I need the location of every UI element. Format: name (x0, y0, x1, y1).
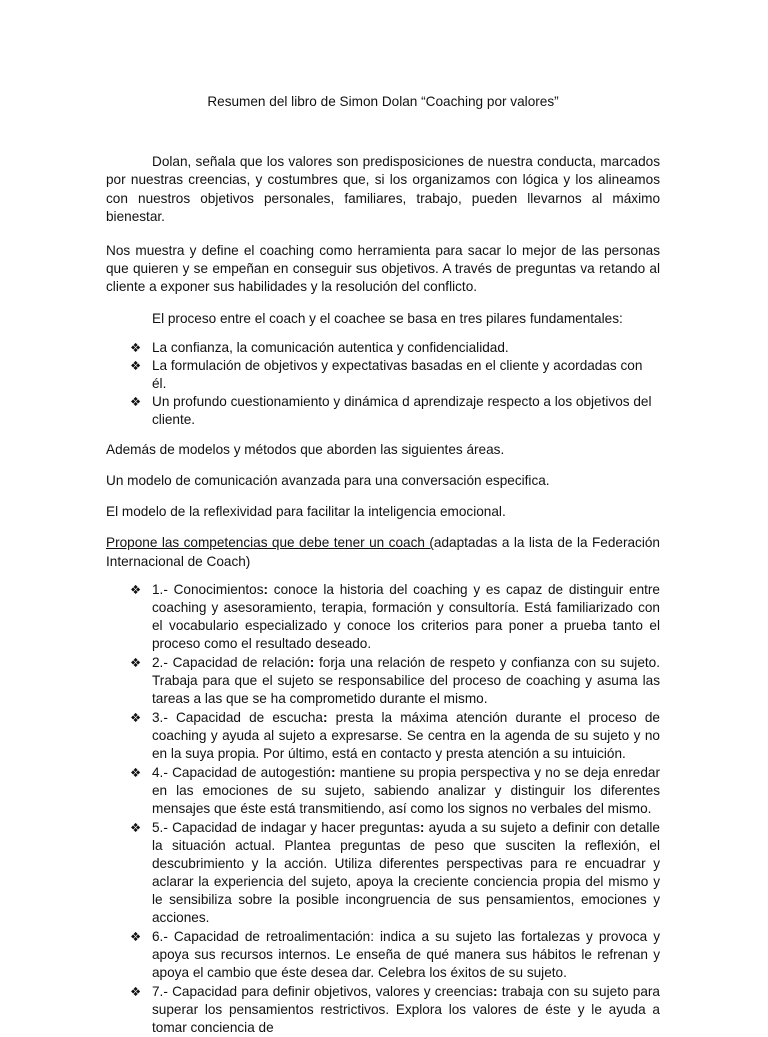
competencia-body: conoce la historia del coaching y es capaz de distinguir entre coaching y asesoramiento, terapia, formación y consultoría. Está familiarizado con el vocabulario especializado y conoce los criterios para poner a prueba tanto el proceso como el resultado deseado. (152, 581, 660, 651)
competencia-head: 4.- Capacidad de autogestión (152, 764, 331, 780)
competencia-body: ayuda a su sujeto a definir con detalle la situación actual. Plantea preguntas de peso que susciten la reflexión, el descubrimiento y la acción. Utiliza diferentes perspectivas para re encuadrar y aclarar la experiencia del sujeto, apoya la creciente conciencia propia del mismo y le sensibiliza sobre la posible incongruencia de sus pensamientos, emociones y acciones. (152, 819, 660, 925)
colon: : (330, 764, 336, 780)
competencia-body: presta la máxima atención durante el proceso de coaching y ayuda al sujeto a expresarse. Se centra en la agenda de su sujeto y no en la suya propia. Por último, está en contacto y presta atención a su intuición. (152, 709, 660, 761)
competencia-head: 7.- Capacidad para definir objetivos, valores y creencias (152, 983, 493, 999)
list-item (130, 393, 660, 429)
diamond-bullet-icon: ❖ (130, 581, 142, 597)
competencia-head: 1.- Conocimientos (152, 581, 264, 597)
list-item (130, 983, 660, 1037)
competencias-intro-rest: adaptadas a la lista de la Federación Internacional de Coach) (106, 535, 660, 569)
diamond-bullet-icon: ❖ (130, 393, 142, 409)
competencias-list (106, 581, 660, 1037)
diamond-bullet-icon: ❖ (130, 654, 142, 670)
competencia-body: trabaja con su sujeto para superar los pensamientos restrictivos. Explora los valores de éste y le ayuda a tomar conciencia de (152, 983, 660, 1035)
list-item (130, 357, 660, 393)
pillars-intro: El proceso entre el coach y el coachee se basa en tres pilares fundamentales: (152, 310, 623, 326)
pillar-text: La formulación de objetivos y expectativas basadas en el cliente y acordadas con él. (152, 357, 643, 391)
list-item (130, 339, 660, 357)
pillar-text: La confianza, la comunicación autentica y confidencialidad. (152, 339, 509, 355)
diamond-bullet-icon: ❖ (130, 928, 142, 944)
diamond-bullet-icon: ❖ (130, 819, 142, 835)
colon: : (370, 928, 375, 944)
list-item (130, 581, 660, 653)
coaching-paragraph: Nos muestra y define el coaching como herramienta para sacar lo mejor de las personas que quieren y se empeñan en conseguir sus objetivos. A través de preguntas va retando al cliente a exponer sus habilidades y la resolución del conflicto. (106, 243, 660, 295)
diamond-bullet-icon: ❖ (130, 339, 142, 355)
competencias-intro (106, 534, 660, 570)
list-item (130, 819, 660, 927)
area-communication: Un modelo de comunicación avanzada para una conversación especifica. (106, 473, 550, 489)
competencia-body: forja una relación de respeto y confianza con su sujeto. Trabaja para que el sujeto se responsabilice del proceso de coaching y asuma las tareas a las que se ha comprometido durante el mismo. (152, 654, 660, 706)
diamond-bullet-icon: ❖ (130, 983, 142, 999)
diamond-bullet-icon: ❖ (130, 357, 142, 373)
list-item (130, 928, 660, 982)
competencia-head: 5.- Capacidad de indagar y hacer preguntas (152, 819, 420, 835)
competencias-intro-underlined: Propone las competencias que debe tener un coach ( (106, 535, 434, 551)
pillars-list (106, 339, 660, 429)
competencia-head: 3.- Capacidad de escucha (152, 709, 323, 725)
competencia-head: 6.- Capacidad de retroalimentación (152, 928, 371, 944)
competencia-head: 2.- Capacidad de relación (152, 654, 310, 670)
colon: : (309, 654, 315, 670)
colon: : (419, 819, 425, 835)
diamond-bullet-icon: ❖ (130, 764, 142, 780)
list-item (130, 764, 660, 818)
area-reflexivity: El modelo de la reflexividad para facilitar la inteligencia emocional. (106, 504, 506, 520)
diamond-bullet-icon: ❖ (130, 709, 142, 725)
competencia-body: mantiene su propia perspectiva y no se deja enredar en las emociones de su sujeto, sabiendo analizar y distinguir los diferentes mensajes que éste está transmitiendo, así como los signos no verbales del mismo. (152, 764, 660, 816)
list-item (130, 709, 660, 763)
list-item (130, 654, 660, 708)
document-title: Resumen del libro de Simon Dolan “Coaching por valores” (207, 94, 559, 109)
intro-paragraph: Dolan, señala que los valores son predisposiciones de nuestra conducta, marcados por nuestras creencias, y costumbres que, si los organizamos con lógica y los alineamos con nuestros objetivos personales, familiares, trabajo, pueden llevarnos al máximo bienestar. (106, 154, 660, 224)
areas-intro: Además de modelos y métodos que aborden las siguientes áreas. (106, 441, 505, 457)
colon: : (322, 709, 328, 725)
colon: : (492, 983, 498, 999)
colon: : (263, 581, 269, 597)
competencia-body: indica a su sujeto las fortalezas y provoca y apoya sus recursos internos. Le enseña de qué manera sus hábitos le refrenan y apoya el cambio que éste desea dar. Celebra los éxitos de su sujeto. (152, 928, 660, 980)
pillar-text: Un profundo cuestionamiento y dinámica d aprendizaje respecto a los objetivos del cliente. (152, 393, 652, 427)
